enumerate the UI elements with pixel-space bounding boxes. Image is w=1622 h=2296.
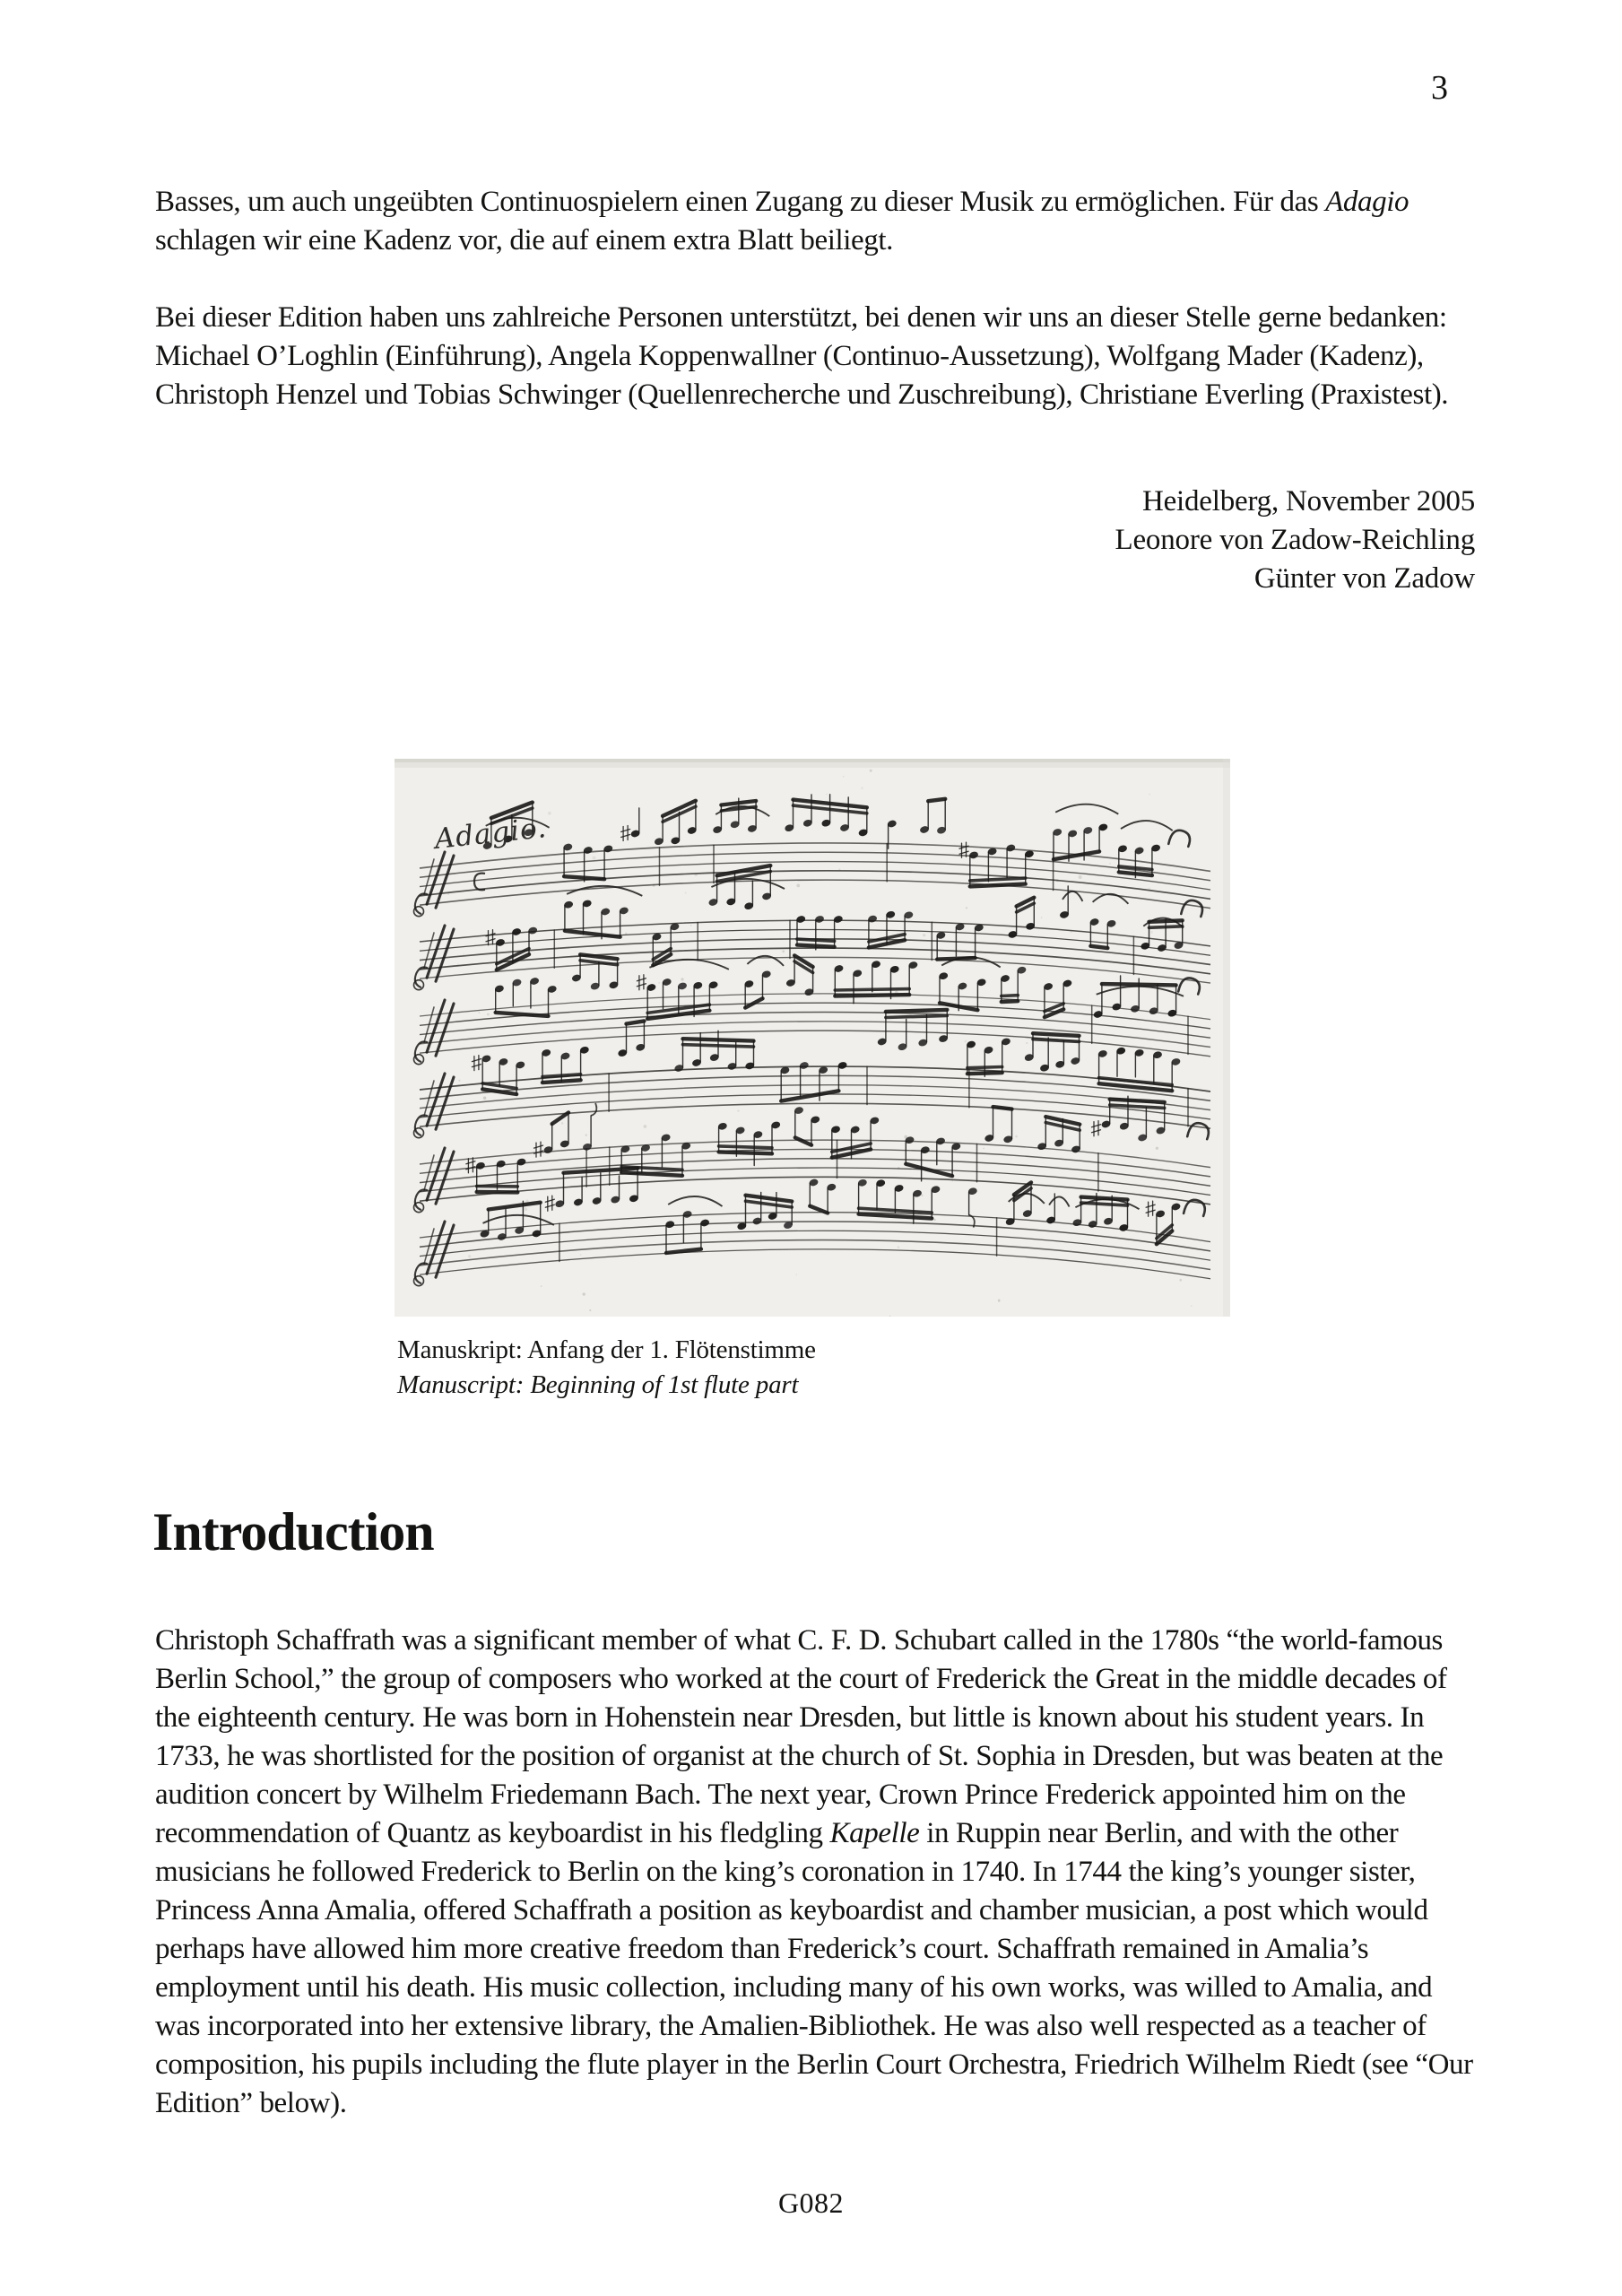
text-run: in Ruppin near Berlin, and with the other musicians he followed Frederick to Berlin on the king’s coronation in 1740. In 1744 the king’s younger sister, Princess Anna Amalia, offered Schaffrath a position as keyboardist and chamber musician, a post which would perhaps have allowed him more creative freedom than Frederick’s court. Schaffrath remained in Amalia’s employment until his death. His music collection, including many of his own works, was willed to Amalia, and was incorporated into her extensive library, the Amalien-Bibliothek. He was also well respected as a teacher of composition, his pupils including the flute player in the Berlin Court Orchestra, Friedrich Wilhelm Riedt (see “Our Edition” below). [155,1817,1473,2119]
section-heading: Introduction [152,1502,434,1561]
signature-line-place-date: Heidelberg, November 2005 [1141,485,1475,517]
signature-block [1115,483,1475,598]
text-run: schlagen wir eine Kadenz vor, die auf einem extra Blatt beiliegt. [155,224,894,257]
footer-code: G082 [777,2187,845,2219]
signature-line-name-2: Günter von Zadow [1253,562,1475,595]
text-run-italic: Kapelle [829,1817,920,1849]
caption-german: Manuskript: Anfang der 1. Flötenstimme [397,1335,816,1364]
text-run: Basses, um auch ungeübten Continuospielern einen Zugang zu dieser Musik zu ermöglichen. Für das [155,186,1326,218]
caption-english: Manuscript: Beginning of 1st flute part [397,1370,799,1399]
introduction-paragraph [155,1622,1480,2123]
text-run-italic: Adagio [1325,186,1409,218]
preface-paragraph-2: Bei dieser Edition haben uns zahlreiche Personen unterstützt, bei denen wir uns an dieser Stelle gerne bedanken: Michael O’Loghlin (Einführung), Angela Koppenwallner (Continuo-Aussetzung), Wolfgang Mader (Kadenz), Christoph Henzel und Tobias Schwinger (Quellenrecherche und Zuschreibung), Christiane Everling (Praxistest). [155,301,1449,411]
manuscript-figure [395,759,1230,1317]
tempo-marking: Adagio. [433,812,549,856]
figure-caption [397,1333,816,1403]
signature-line-name-1: Leonore von Zadow-Reichling [1115,524,1475,556]
text-run: Christoph Schaffrath was a significant member of what C. F. D. Schubart called in the 1780s “the world-famous Berlin School,” the group of composers who worked at the court of Frederick the Great in the middle decades of the eighteenth century. He was born in Hohenstein near Dresden, but little is known about his student years. In 1733, he was shortlisted for the position of organist at the church of St. Sophia in Dresden, but was beaten at the audition concert by Wilhelm Friedemann Bach. The next year, Crown Prince Frederick appointed him on the recommendation of Quantz as keyboardist in his fledgling [155,1624,1447,1849]
manuscript-scan-image [395,759,1230,1317]
preface-paragraph-1 [155,183,1480,260]
page-number: 3 [1431,69,1448,107]
